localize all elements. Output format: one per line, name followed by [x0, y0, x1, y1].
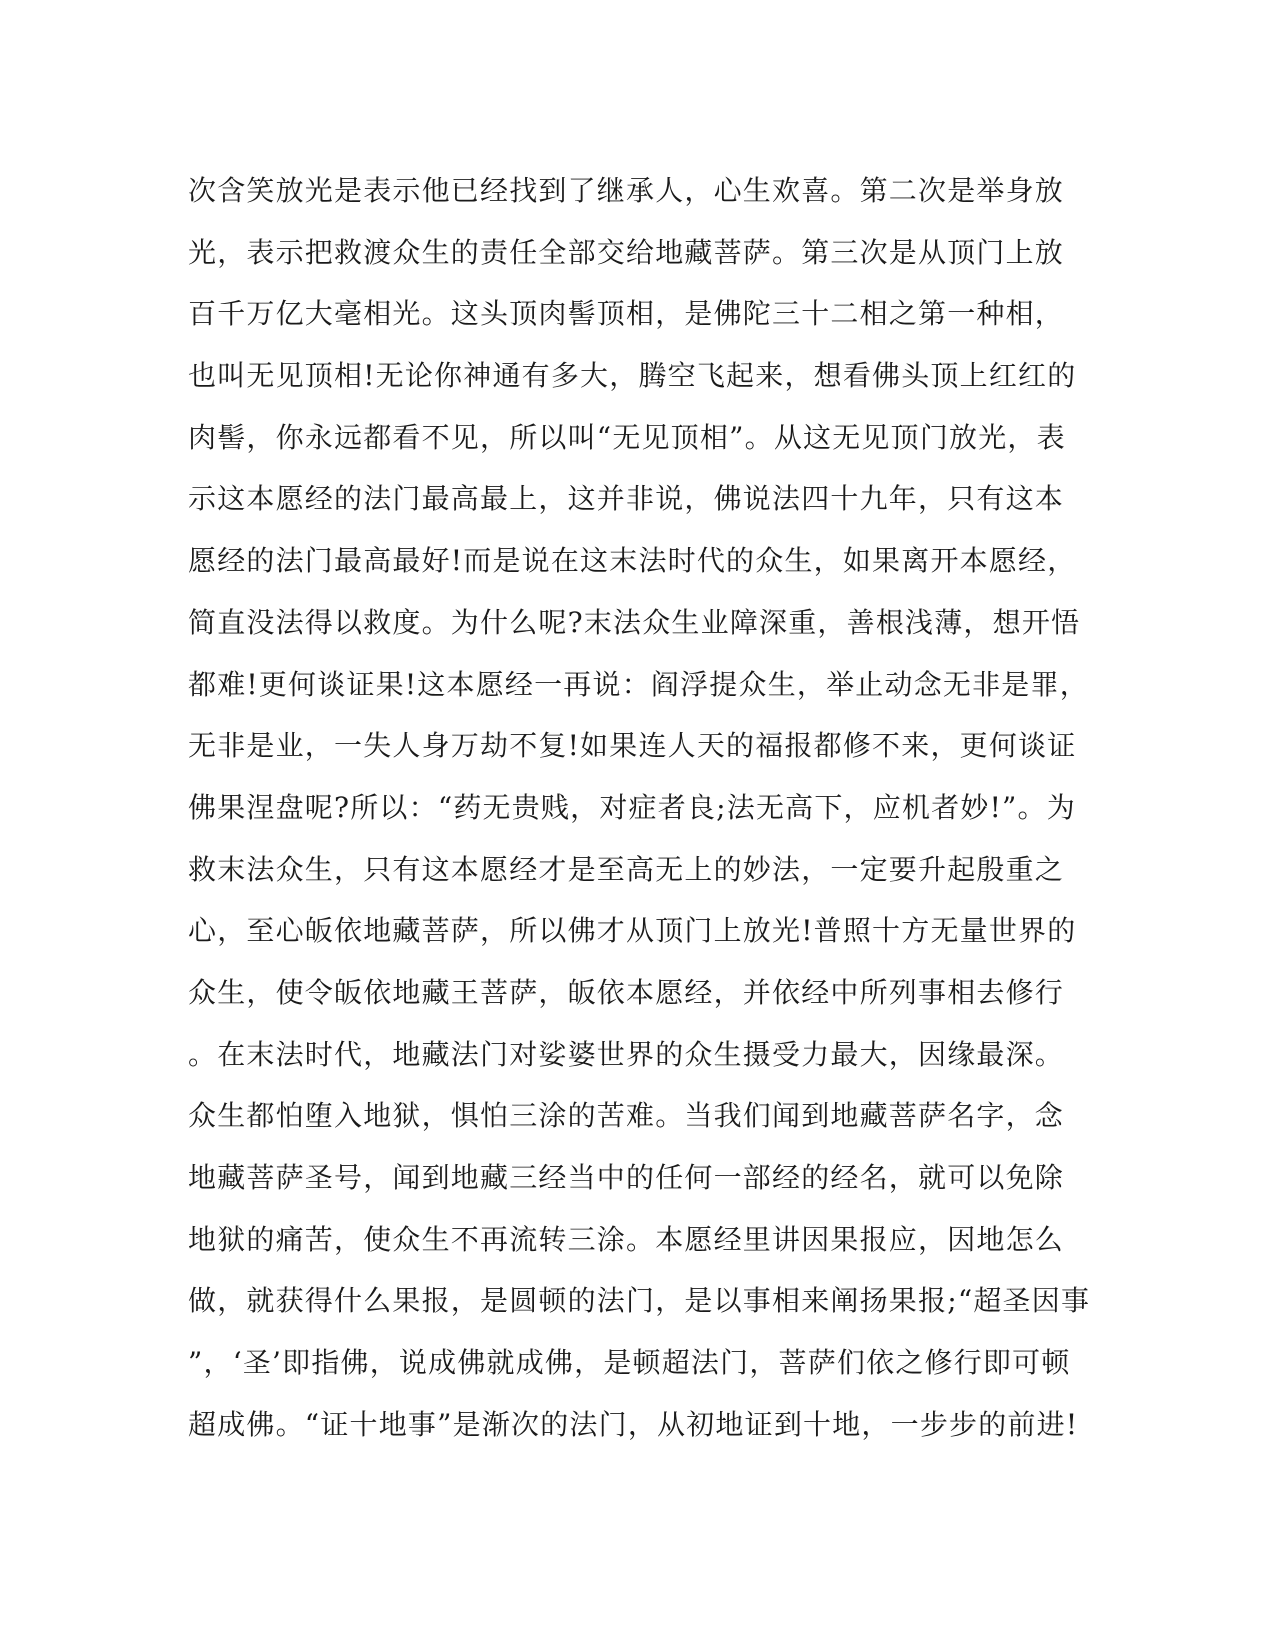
text-line-12: 救末法众生，只有这本愿经才是至高无上的妙法，一定要升起殷重之 [188, 852, 1065, 886]
text-line-1: 次含笑放光是表示他已经找到了继承人，心生欢喜。第二次是举身放 [188, 174, 1065, 207]
text-line-19: 做，就获得什么果报，是圆顿的法门，是以事相来阐扬果报;“超圣因事 [188, 1284, 1091, 1318]
text-line-17: 地藏菩萨圣号，闻到地藏三经当中的任何一部经的经名，就可以免除 [188, 1161, 1065, 1194]
text-line-2: 光，表示把救渡众生的责任全部交给地藏菩萨。第三次是从顶门上放 [188, 235, 1065, 269]
text-line-21: 超成佛。“证十地事”是渐次的法门，从初地证到十地，一步步的前进! [188, 1407, 1079, 1441]
text-line-5: 肉髻，你永远都看不见，所以叫“无见顶相”。从这无见顶门放光，表 [188, 420, 1066, 454]
text-line-20: ”，‘圣’即指佛，说成佛就成佛，是顿超法门，菩萨们依之修行即可顿 [188, 1346, 1071, 1380]
body-text [188, 160, 1091, 1455]
text-line-8: 简直没法得以救度。为什么呢?末法众生业障深重，善根浅薄，想开悟 [188, 605, 1081, 639]
text-line-13: 心，至心皈依地藏菩萨，所以佛才从顶门上放光!普照十方无量世界的 [188, 914, 1077, 948]
text-line-18: 地狱的痛苦，使众生不再流转三涂。本愿经里讲因果报应，因地怎么 [188, 1222, 1065, 1256]
text-line-7: 愿经的法门最高最好!而是说在这末法时代的众生，如果离开本愿经， [188, 544, 1077, 578]
text-line-14: 众生，使令皈依地藏王菩萨，皈依本愿经，并依经中所列事相去修行 [188, 975, 1065, 1009]
text-line-11: 佛果涅盘呢?所以：“药无贵贱，对症者良;法无高下，应机者妙!”。为 [188, 790, 1076, 824]
text-line-15: 。在末法时代，地藏法门对娑婆世界的众生摄受力最大，因缘最深。 [188, 1037, 1065, 1071]
text-line-10: 无非是业，一失人身万劫不复!如果连人天的福报都修不来，更何谈证 [188, 729, 1077, 763]
text-line-6: 示这本愿经的法门最高最上，这并非说，佛说法四十九年，只有这本 [188, 482, 1065, 516]
text-line-3: 百千万亿大毫相光。这头顶肉髻顶相，是佛陀三十二相之第一种相， [188, 297, 1065, 331]
text-line-16: 众生都怕堕入地狱，惧怕三涂的苦难。当我们闻到地藏菩萨名字，念 [188, 1099, 1065, 1133]
text-line-4: 也叫无见顶相!无论你神通有多大，腾空飞起来，想看佛头顶上红红的 [188, 359, 1077, 393]
text-line-9: 都难!更何谈证果!这本愿经一再说：阎浮提众生，举止动念无非是罪， [188, 667, 1089, 701]
